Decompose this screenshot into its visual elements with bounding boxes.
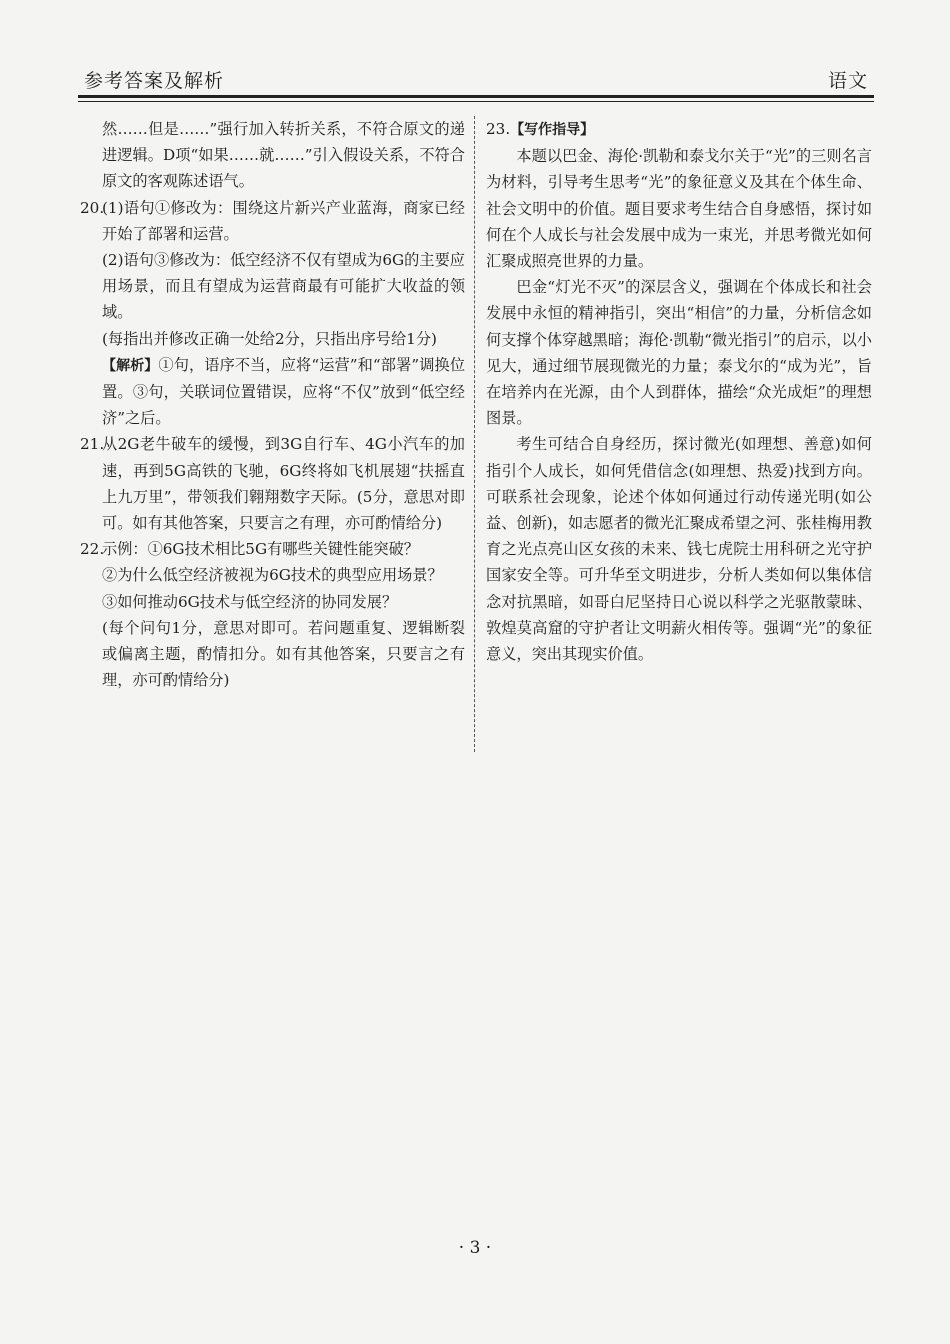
question-number: 21.: [80, 435, 105, 454]
question-20: [80, 195, 465, 432]
q21-text: 从2G老牛破车的缓慢，到3G自行车、4G小汽车的加速，再到5G高铁的飞驰，6G终将如飞机展翅“扶摇直上九万里”，带领我们翱翔数字天际。(5分，意思对即可。如有其他答案，只要言之有理，亦可酌情给分): [102, 435, 465, 533]
q20-part2: (2)语句③修改为：低空经济不仅有望成为6G的主要应用场景，而且有望成为运营商最有可能扩大收益的领域。: [102, 251, 465, 322]
intro-continuation: 然……但是……”强行加入转折关系，不符合原文的递进逻辑。D项“如果……就……”引入假设关系，不符合原文的客观陈述语气。: [102, 120, 465, 191]
question-number: 22.: [80, 540, 105, 559]
q22-line2: ②为什么低空经济被视为6G技术的典型应用场景？: [102, 566, 443, 585]
analysis-text: ①句，语序不当，应将“运营”和“部署”调换位置。③句，关联词位置错误，应将“不仅”放到“低空经济”之后。: [102, 355, 466, 428]
q20-analysis: [102, 352, 465, 432]
q22-scoring: (每个问句1分，意思对即可。若问题重复、逻辑断裂或偏离主题，酌情扣分。如有其他答案，只要言之有理，亦可酌情给分): [102, 618, 465, 690]
q23-para3: 考生可结合自身经历，探讨微光(如理想、善意)如何指引个人成长，如何凭借信念(如理想、热爱)找到方向。可联系社会现象，论述个体如何通过行动传递光明(如公益、创新)，如志愿者的微光汇聚成希望之河、张桂梅用教育之光点亮山区女孩的未来、钱七虎院士用科研之光守护国家安全等。可升华至文明进步，分析人类如何以集体信念对抗黑暗，如哥白尼坚持日心说以科学之光驱散蒙昧、敦煌莫高窟的守护者让文明薪火相传等。强调“光”的象征意义，突出其现实价值。: [486, 435, 872, 664]
q20-part1: (1)语句①修改为：围绕这片新兴产业蓝海，商家已经开始了部署和运营。: [102, 198, 465, 243]
q23-heading: [486, 116, 872, 143]
q22-line3: ③如何推动6G技术与低空经济的协同发展？: [102, 592, 398, 611]
question-number: 23.: [486, 120, 511, 138]
page-number: · 3 ·: [458, 1238, 492, 1258]
question-22: [80, 536, 465, 693]
q23-para2: 巴金“灯光不灭”的深层含义，强调在个体成长和社会发展中永恒的精神指引，突出“相信”的力量，分析信念如何支撑个体穿越黑暗；海伦·凯勒“微光指引”的启示，以小见大，通过细节展现微光的力量；泰戈尔的“成为光”，旨在培养内在光源，由个人到群体，描绘“众光成炬”的理想图景。: [486, 278, 872, 428]
analysis-tag: 【解析】: [102, 357, 159, 374]
question-number: 20.: [80, 198, 105, 217]
page-header: [78, 60, 874, 100]
header-subject: 语文: [827, 70, 868, 92]
q22-line1: 示例：①6G技术相比5G有哪些关键性能突破？: [102, 540, 419, 559]
header-title: 参考答案及解析: [84, 70, 225, 92]
question-21: [80, 431, 465, 536]
writing-guide-tag: 【写作指导】: [510, 122, 595, 138]
q23-para1: 本题以巴金、海伦·凯勒和泰戈尔关于“光”的三则名言为材料，引导考生思考“光”的象征意义及其在个体生命、社会文明中的价值。题目要求考生结合自身感悟，探讨如何在个人成长与社会发展中成为一束光，并思考微光如何汇聚成照亮世界的力量。: [486, 147, 872, 271]
header-rule-thick: [78, 95, 874, 98]
column-divider: [474, 116, 475, 752]
header-rule-thin: [78, 101, 874, 102]
right-column: [486, 116, 872, 667]
q20-scoring: (每指出并修改正确一处给2分，只指出序号给1分): [102, 329, 437, 348]
left-column: [80, 116, 465, 693]
